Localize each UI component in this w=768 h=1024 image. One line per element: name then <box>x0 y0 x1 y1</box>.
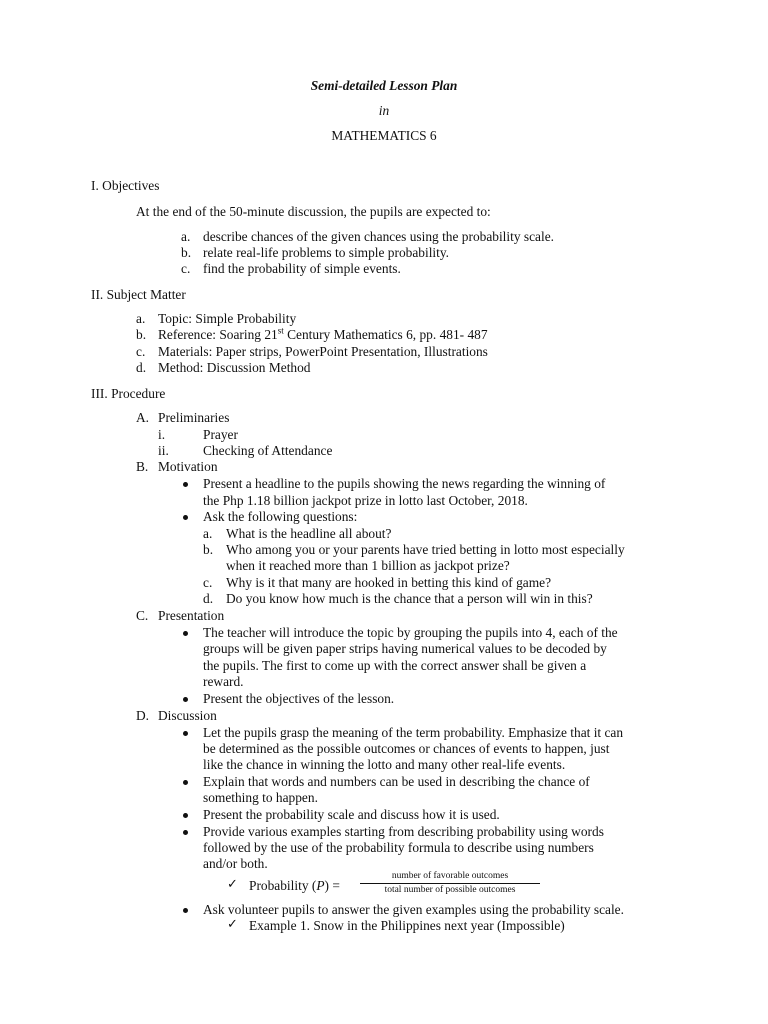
discussion-text: and/or both. <box>203 856 268 871</box>
section-title: Motivation <box>158 459 218 474</box>
discussion-text: be determined as the possible outcomes or chances of events to happen, just <box>203 741 610 756</box>
subject-item-text: Topic: Simple Probability <box>158 311 297 326</box>
question-label: d. <box>203 591 214 606</box>
subject-matter-heading: II. Subject Matter <box>91 287 186 302</box>
objective-label: a. <box>181 229 191 244</box>
subject-title: MATHEMATICS 6 <box>331 128 437 143</box>
objective-text: relate real-life problems to simple probability. <box>203 245 450 260</box>
title-in: in <box>378 103 390 118</box>
question-label: b. <box>203 542 214 557</box>
subject-item-text: Materials: Paper strips, PowerPoint Presentation, Illustrations <box>158 344 488 359</box>
discussion-text: something to happen. <box>203 790 318 805</box>
question-text: when it reached more than 1 billion as jackpot prize? <box>226 558 510 573</box>
formula-numerator: number of favorable outcomes <box>391 871 509 881</box>
subject-item-label: c. <box>136 344 146 359</box>
question-label: c. <box>203 575 213 590</box>
bullet-icon <box>183 780 188 785</box>
document-title: Semi-detailed Lesson Plan <box>310 78 458 93</box>
presentation-text: groups will be given paper strips having numerical values to be decoded by <box>203 641 607 656</box>
bullet-icon <box>183 515 188 520</box>
discussion-text: followed by the use of the probability formula to describe using numbers <box>203 840 594 855</box>
bullet-icon <box>183 482 188 487</box>
discussion-text: Let the pupils grasp the meaning of the term probability. Emphasize that it can <box>203 725 624 740</box>
objectives-heading: I. Objectives <box>91 178 160 193</box>
section-label: A. <box>136 410 150 425</box>
objective-label: c. <box>181 261 191 276</box>
subject-item-label: a. <box>136 311 146 326</box>
question-label: a. <box>203 526 213 541</box>
preliminary-item: Checking of Attendance <box>203 443 333 458</box>
preliminary-item: Prayer <box>203 427 238 442</box>
motivation-text: Ask the following questions: <box>203 509 358 524</box>
discussion-text: Provide various examples starting from describing probability using words <box>203 824 604 839</box>
example-text: Example 1. Snow in the Philippines next year (Impossible) <box>249 918 565 933</box>
bullet-icon <box>183 631 188 636</box>
fraction-bar <box>360 883 540 884</box>
presentation-text: Present the objectives of the lesson. <box>203 691 395 706</box>
checkmark-icon: ✓ <box>227 917 238 932</box>
subject-item-label: d. <box>136 360 147 375</box>
motivation-text: the Php 1.18 billion jackpot prize in lotto last October, 2018. <box>203 493 528 508</box>
formula-denominator: total number of possible outcomes <box>384 885 516 895</box>
bullet-icon <box>183 697 188 702</box>
objective-label: b. <box>181 245 192 260</box>
section-title: Preliminaries <box>158 410 230 425</box>
question-text: What is the headline all about? <box>226 526 392 541</box>
discussion-text: Ask volunteer pupils to answer the given examples using the probability scale. <box>203 902 624 917</box>
objectives-intro: At the end of the 50-minute discussion, the pupils are expected to: <box>136 204 491 219</box>
procedure-heading: III. Procedure <box>91 386 166 401</box>
question-text: Why is it that many are hooked in betting this kind of game? <box>226 575 552 590</box>
presentation-text: reward. <box>203 674 244 689</box>
question-text: Do you know how much is the chance that a person will win in this? <box>226 591 593 606</box>
section-label: B. <box>136 459 149 474</box>
checkmark-icon: ✓ <box>227 877 238 892</box>
probability-formula-lhs: Probability (P) = <box>249 878 340 893</box>
section-title: Discussion <box>158 708 217 723</box>
discussion-text: like the chance in winning the lotto and many other real-life events. <box>203 757 566 772</box>
motivation-text: Present a headline to the pupils showing the news regarding the winning of <box>203 476 606 491</box>
objective-text: find the probability of simple events. <box>203 261 401 276</box>
question-text: Who among you or your parents have tried betting in lotto most especially <box>226 542 625 557</box>
subject-item-label: b. <box>136 327 147 342</box>
roman-label: i. <box>158 427 166 442</box>
subject-item-text: Reference: Soaring 21st Century Mathematics 6, pp. 481- 487 <box>158 325 488 342</box>
bullet-icon <box>183 731 188 736</box>
section-label: D. <box>136 708 150 723</box>
objective-text: describe chances of the given chances using the probability scale. <box>203 229 555 244</box>
discussion-text: Present the probability scale and discuss how it is used. <box>203 807 500 822</box>
probability-formula-fraction <box>360 871 540 896</box>
roman-label: ii. <box>158 443 169 458</box>
presentation-text: the pupils. The first to come up with the correct answer shall be given a <box>203 658 587 673</box>
bullet-icon <box>183 908 188 913</box>
discussion-text: Explain that words and numbers can be used in describing the chance of <box>203 774 590 789</box>
bullet-icon <box>183 830 188 835</box>
section-title: Presentation <box>158 608 225 623</box>
subject-item-text: Method: Discussion Method <box>158 360 311 375</box>
section-label: C. <box>136 608 149 623</box>
bullet-icon <box>183 813 188 818</box>
presentation-text: The teacher will introduce the topic by grouping the pupils into 4, each of the <box>203 625 618 640</box>
